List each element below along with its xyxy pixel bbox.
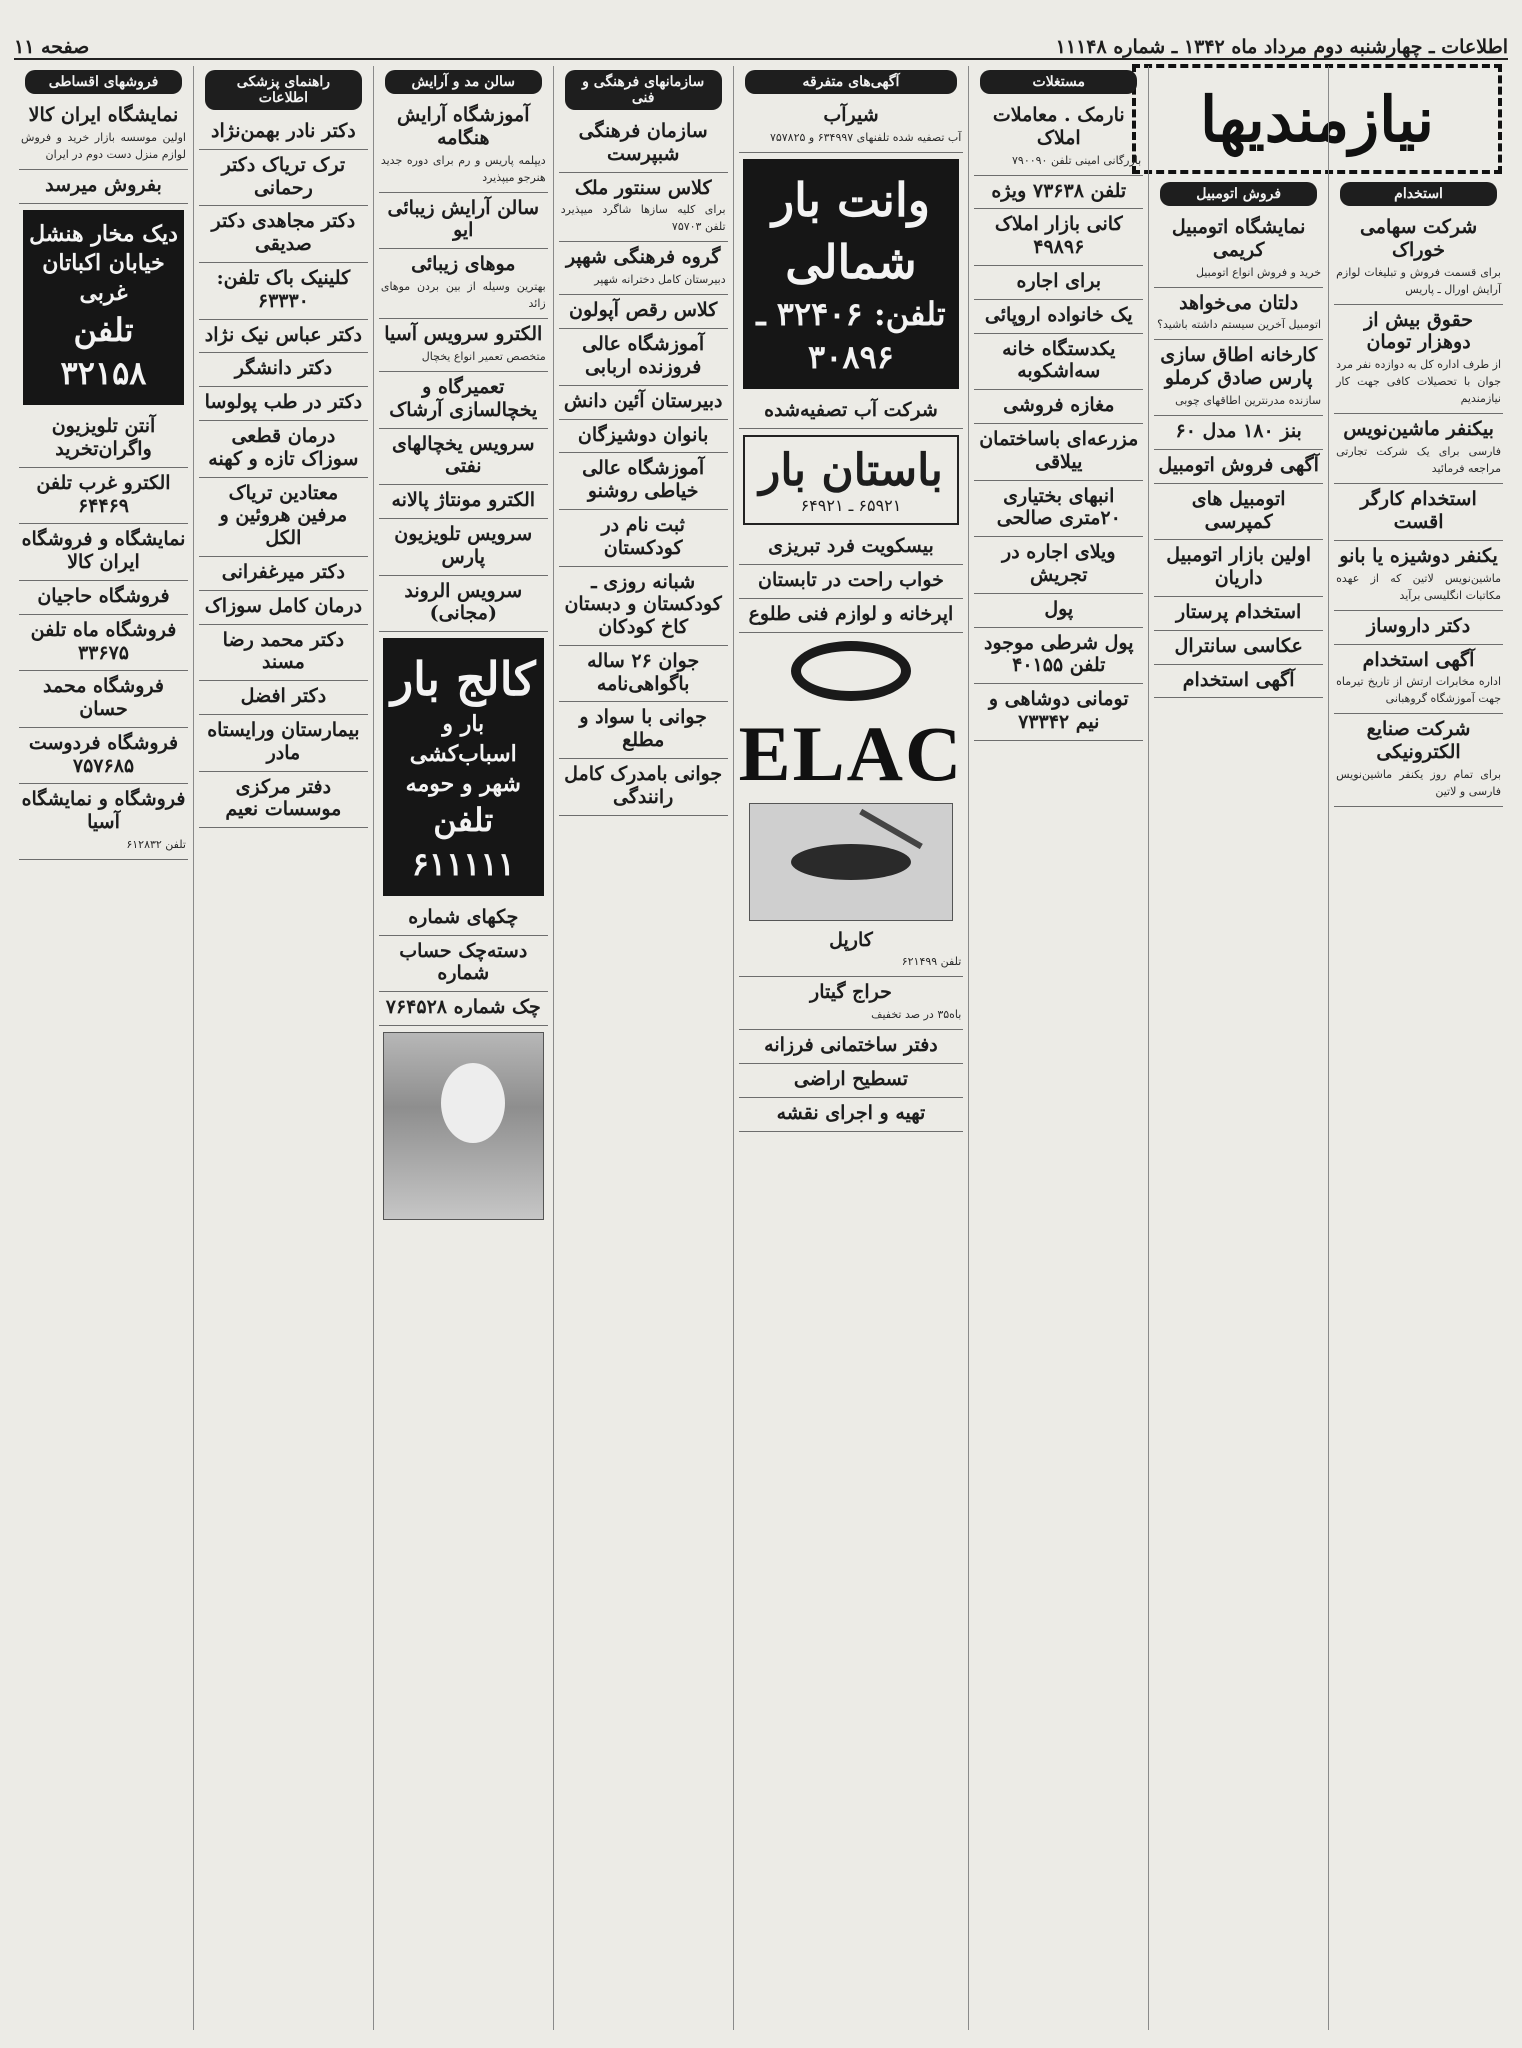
column-header: راهنمای پزشکی اطلاعات bbox=[205, 70, 362, 110]
ad-title: معتادین تریاک مرفین هروئین و الکل bbox=[219, 481, 348, 550]
classified-ad bbox=[559, 386, 728, 420]
column-0 bbox=[1328, 66, 1508, 2030]
college-bar-title: کالج بار bbox=[390, 652, 536, 707]
ad-body: دبیرستان کامل دخترانه شهپر bbox=[594, 273, 726, 287]
classified-ad bbox=[974, 684, 1143, 741]
classified-ad bbox=[739, 1098, 964, 1132]
column-7 bbox=[14, 66, 193, 2030]
column-header: فروش اتومبیل bbox=[1160, 182, 1317, 206]
column-3 bbox=[733, 66, 969, 2030]
ad-title: تسطیح اراضی bbox=[793, 1068, 909, 1091]
ad-body: دیپلمه پاریس و رم برای دوره جدید هنرجو میپذیرد bbox=[380, 153, 546, 184]
classified-ad bbox=[1334, 541, 1503, 611]
classified-ad bbox=[1334, 212, 1503, 305]
ad-title: شرکت آب تصفیه‌شده bbox=[764, 399, 938, 422]
bastan-ad-frame bbox=[743, 435, 960, 525]
classified-ad bbox=[199, 715, 368, 772]
classified-ad bbox=[19, 671, 188, 728]
ad-title: تلفن ۷۳۶۳۸ ویژه bbox=[991, 179, 1127, 202]
ad-title: فروشگاه حاجیان bbox=[37, 584, 170, 607]
ad-title: شیرآب bbox=[823, 104, 879, 126]
classified-ad bbox=[379, 902, 548, 936]
ad-title: ترک تریاک دکتر رحمانی bbox=[221, 153, 346, 199]
ad-title: تهیه و اجرای نقشه bbox=[776, 1101, 926, 1124]
classified-ad bbox=[199, 625, 368, 682]
ad-title: دکتر عباس نیک نژاد bbox=[204, 323, 362, 346]
classified-ad bbox=[559, 420, 728, 454]
classified-ad bbox=[1334, 414, 1503, 484]
ad-title: استخدام کارگر اقست bbox=[1360, 488, 1477, 534]
classified-ad bbox=[559, 329, 728, 386]
ad-body: خرید و فروش انواع اتومبیل bbox=[1195, 265, 1322, 279]
classified-ad bbox=[559, 646, 728, 703]
classified-ad bbox=[1154, 340, 1323, 416]
college-bar-phone: تلفن ۶۱۱۱۱۱ bbox=[411, 801, 515, 883]
ad-title: فروشگاه محمد حسان bbox=[43, 675, 164, 721]
ad-body: باه۳۵ در صد تخفیف bbox=[871, 1008, 962, 1022]
ad-title: چکهای شماره bbox=[408, 905, 519, 928]
ad-title: نمایشگاه اتومبیل کریمی bbox=[1171, 216, 1306, 261]
classified-ad bbox=[1334, 714, 1503, 807]
column-4 bbox=[553, 66, 733, 2030]
classified-ad bbox=[379, 936, 548, 993]
ad-title: بفروش میرسد bbox=[45, 173, 162, 196]
classified-ad bbox=[379, 372, 548, 429]
dik-ad-box bbox=[23, 210, 184, 405]
ad-title: ویلای اجاره در تجریش bbox=[1002, 541, 1116, 586]
dik-address: خیابان اکباتان غربی bbox=[42, 250, 165, 307]
ad-title: موهای زیبائی bbox=[411, 253, 516, 276]
ad-body: متخصص تعمیر انواع یخچال bbox=[421, 349, 546, 363]
classified-ad bbox=[199, 263, 368, 320]
ad-body: از طرف اداره کل به دوازده نفر مرد جوان با تحصیلات کافی جهت کار نیازمندیم bbox=[1336, 358, 1501, 406]
classified-ad bbox=[19, 468, 188, 525]
ad-title: سرویس یخچالهای نفتی bbox=[392, 432, 535, 478]
ad-title: کانی بازار املاک ۴۹۸۹۶ bbox=[994, 213, 1123, 259]
ad-body: برای قسمت فروش و تبلیغات لوازم آرایش اورال ـ پاریس bbox=[1336, 265, 1501, 296]
column-5 bbox=[373, 66, 553, 2030]
ad-title: شبانه روزی ـ کودکستان و دبستان کاخ کودکان bbox=[564, 570, 722, 639]
ad-body: اولین موسسه بازار خرید و فروش لوازم منزل دست دوم در ایران bbox=[21, 130, 186, 161]
ad-title: دکتر نادر بهمن‌نژاد bbox=[211, 120, 356, 142]
ad-title: تومانی دوشاهی و نیم ۷۳۳۴۲ bbox=[988, 688, 1129, 733]
ad-title: دلتان می‌خواهد bbox=[1179, 291, 1299, 314]
classified-ad bbox=[974, 481, 1143, 538]
column-header: سازمانهای فرهنگی و فنی bbox=[565, 70, 722, 110]
classified-ad bbox=[559, 567, 728, 646]
classified-ad bbox=[974, 628, 1143, 685]
ad-body: اتومبیل آخرین سیستم داشته باشید؟ bbox=[1157, 318, 1322, 332]
ad-title: حقوق بیش از دوهزار تومان bbox=[1364, 308, 1473, 354]
classified-ad bbox=[379, 992, 548, 1026]
classified-ad bbox=[19, 728, 188, 785]
classified-ad bbox=[974, 176, 1143, 210]
ad-body: تلفن ۶۲۱۴۹۹ bbox=[901, 955, 962, 969]
ad-title: بیسکویت فرد تبریزی bbox=[768, 535, 934, 558]
column-1 bbox=[1148, 66, 1328, 2030]
ad-title: آموزشگاه عالی خیاطی روشنو bbox=[582, 457, 705, 503]
classified-ad bbox=[559, 173, 728, 243]
classified-ad bbox=[19, 170, 188, 204]
bastan-title: باستان بار bbox=[759, 445, 943, 497]
dik-title: دیک مخار هنشل bbox=[29, 220, 178, 247]
ad-body: فارسی برای یک شرکت تجارتی مراجعه فرمائید bbox=[1336, 445, 1501, 476]
columns bbox=[14, 66, 1508, 2030]
classified-ad bbox=[974, 594, 1143, 628]
ad-title: دبیرستان آئین دانش bbox=[563, 389, 723, 412]
ad-title: آموزشگاه عالی فروزنده اربابی bbox=[582, 333, 705, 378]
college-bar-subtitle: بار و اسباب‌کشی شهر و حومه bbox=[405, 711, 521, 797]
ad-title: سرویس الروند (مجانی) bbox=[404, 579, 523, 625]
classified-ad bbox=[974, 424, 1143, 481]
classified-ad bbox=[379, 485, 548, 519]
ad-title: اولین بازار اتومبیل داریان bbox=[1166, 544, 1312, 590]
ad-title: سرویس تلویزیون پارس bbox=[394, 523, 533, 568]
ad-title: درمان کامل سوزاک bbox=[204, 594, 363, 617]
ad-title: مغازه فروشی bbox=[1003, 394, 1115, 417]
ad-title: کلاس رقص آپولون bbox=[569, 299, 718, 322]
ad-title: اتومبیل های کمپرسی bbox=[1191, 487, 1286, 533]
ad-title: انبهای بختیاری ۲۰متری صالحی bbox=[996, 484, 1121, 530]
ad-title: حراج گیتار bbox=[810, 981, 892, 1004]
classified-ad bbox=[1154, 212, 1323, 288]
classified-ad bbox=[199, 478, 368, 557]
classified-ad bbox=[379, 249, 548, 319]
ad-title: گروه فرهنگی شهپر bbox=[565, 246, 721, 269]
ad-title: ثبت نام در کودکستان bbox=[601, 513, 685, 559]
issue-line: اطلاعات ـ چهارشنبه دوم مرداد ماه ۱۳۴۲ ـ شماره ۱۱۱۴۸ bbox=[1055, 36, 1508, 58]
ad-body: ماشین‌نویس لاتین که از عهده مکاتبات انگلیسی برآید bbox=[1336, 571, 1501, 602]
bastan-phone: ۶۵۹۲۱ ـ ۶۴۹۲۱ bbox=[800, 496, 902, 516]
classified-ad bbox=[1154, 484, 1323, 541]
ad-title: بیمارستان ورایستاه مادر bbox=[207, 718, 360, 764]
classified-ad bbox=[199, 150, 368, 207]
ad-body: آب تصفیه شده تلفنهای ۶۳۴۹۹۷ و ۷۵۷۸۲۵ bbox=[769, 130, 962, 144]
classified-ad bbox=[974, 100, 1143, 176]
classified-ad bbox=[559, 453, 728, 510]
classified-ad bbox=[19, 411, 188, 468]
ad-title: دکتر افضل bbox=[240, 685, 327, 708]
ad-title: شرکت صنایع الکترونیکی bbox=[1366, 718, 1471, 764]
classified-ad bbox=[19, 615, 188, 672]
dik-phone: تلفن ۳۲۱۵۸ bbox=[60, 310, 147, 392]
ad-title: درمان قطعی سوزاک تازه و کهنه bbox=[208, 424, 359, 470]
ad-title: تعمیرگاه و یخچالسازی آرشاک bbox=[389, 376, 538, 421]
ad-title: مزرعه‌ای باساختمان ییلاقی bbox=[979, 428, 1139, 473]
classified-ad bbox=[1334, 305, 1503, 415]
column-header: آگهی‌های متفرقه bbox=[745, 70, 958, 94]
ad-title: دکتر میرغفرانی bbox=[221, 560, 345, 583]
face-shape bbox=[441, 1063, 505, 1143]
classified-ad bbox=[974, 390, 1143, 424]
college-bar-ad-box bbox=[383, 638, 544, 896]
ad-title: شرکت سهامی خوراک bbox=[1359, 216, 1478, 261]
classified-ad bbox=[199, 387, 368, 421]
ad-title: الکترو مونتاژ پالانه bbox=[391, 489, 536, 512]
ad-title: دکتر محمد رضا مسند bbox=[222, 628, 345, 674]
ad-title: دفتر ساختمانی فرزانه bbox=[764, 1034, 938, 1057]
classified-ad bbox=[19, 524, 188, 581]
classified-ad bbox=[199, 353, 368, 387]
elac-logo: ELAC bbox=[738, 709, 964, 797]
ad-title: آموزشگاه آرایش هنگامه bbox=[397, 104, 530, 149]
classified-ad bbox=[199, 116, 368, 150]
ad-title: سازمان فرهنگی شبپرست bbox=[578, 120, 708, 165]
column-header: استخدام bbox=[1340, 182, 1497, 206]
classified-ad bbox=[739, 531, 964, 565]
ad-body: سازنده مدرنترین اطاقهای چوبی bbox=[1175, 394, 1322, 408]
ad-title: آنتن تلویزیون واگران‌تخرید bbox=[51, 415, 156, 460]
ad-title: الکترو سرویس آسیا bbox=[384, 323, 543, 346]
ad-body: بازرگانی امینی تلفن ۷۹۰۰۹۰ bbox=[1012, 153, 1142, 167]
ad-title: بنز ۱۸۰ مدل ۶۰ bbox=[1175, 420, 1302, 443]
record-disc-icon bbox=[791, 844, 911, 880]
classified-ad bbox=[1154, 450, 1323, 484]
classified-ad bbox=[739, 100, 964, 153]
classified-ad bbox=[974, 209, 1143, 266]
ad-title: فروشگاه فردوست ۷۵۷۶۸۵ bbox=[28, 731, 179, 777]
ad-title: استخدام پرستار bbox=[1176, 600, 1302, 623]
ad-title: نمایشگاه و فروشگاه ایران کالا bbox=[21, 528, 186, 574]
classified-ad bbox=[739, 565, 964, 599]
ad-title: کارپل bbox=[829, 928, 873, 951]
ad-body: برای کلیه سازها شاگرد میپذیرد تلفن ۷۵۷۰۳ bbox=[560, 203, 726, 234]
classified-ad bbox=[379, 519, 548, 576]
portrait-photo bbox=[383, 1032, 544, 1220]
classified-ad bbox=[19, 784, 188, 860]
classified-ad bbox=[1154, 631, 1323, 665]
column-header: مستغلات bbox=[980, 70, 1137, 94]
classified-ad bbox=[1154, 597, 1323, 631]
classified-ad bbox=[1334, 484, 1503, 541]
classified-ad bbox=[379, 319, 548, 372]
classified-ad bbox=[379, 193, 548, 250]
ad-title: یک خانواده اروپائی bbox=[984, 303, 1133, 326]
ad-body: برای تمام روز یکنفر ماشین‌نویس فارسی و لاتین bbox=[1336, 768, 1501, 799]
ad-title: کلاس سنتور ملک bbox=[574, 176, 712, 199]
classified-ad bbox=[559, 702, 728, 759]
classified-ad bbox=[199, 681, 368, 715]
classified-ad bbox=[559, 759, 728, 816]
ad-title: بیکنفر ماشین‌نویس bbox=[1343, 418, 1494, 441]
classified-ad bbox=[199, 772, 368, 829]
column-6 bbox=[193, 66, 373, 2030]
ad-title: چک شماره ۷۶۴۵۲۸ bbox=[385, 996, 541, 1019]
classified-ad bbox=[199, 591, 368, 625]
ad-title: آگهی استخدام bbox=[1362, 648, 1475, 671]
ad-title: فروشگاه و نمایشگاه آسیا bbox=[21, 788, 186, 834]
ad-body: اداره مخابرات ارتش از تاریخ تیرماه جهت آموزشگاه گروهبانی bbox=[1336, 675, 1501, 706]
ad-body: تلفن ۶۱۲۸۳۲ bbox=[126, 838, 186, 852]
ad-body: بهترین وسیله از بین بردن موهای زائد bbox=[380, 280, 546, 311]
ad-title: پول شرطی موجود تلفن ۴۰۱۵۵ bbox=[984, 631, 1134, 677]
classified-ad bbox=[1154, 540, 1323, 597]
classified-ad bbox=[739, 977, 964, 1030]
ad-title: دسته‌چک حساب شماره bbox=[399, 939, 528, 985]
ad-title: دفتر مرکزی موسسات نعیم bbox=[225, 775, 342, 821]
classified-ad bbox=[199, 320, 368, 354]
classified-ad bbox=[974, 266, 1143, 300]
wantet-phone: تلفن: ۳۲۴۰۶ ـ ۳۰۸۹۶ bbox=[756, 295, 946, 377]
ad-title: کارخانه اطاق سازی پارس صادق کرملو bbox=[1160, 344, 1318, 390]
column-header: فروشهای اقساطی bbox=[25, 70, 182, 94]
ad-title: جوانی بامدرک کامل رانندگی bbox=[564, 763, 723, 808]
wantet-ad-box bbox=[743, 159, 960, 390]
ad-title: عکاسی سانترال bbox=[1174, 634, 1303, 657]
ad-title: دکتر در طب پولوسا bbox=[204, 391, 363, 414]
gear-logo-icon bbox=[791, 641, 911, 701]
ad-title: آگهی فروش اتومبیل bbox=[1158, 453, 1319, 476]
issue-header bbox=[14, 36, 1508, 60]
classified-ad bbox=[974, 537, 1143, 594]
classified-ad bbox=[739, 395, 964, 429]
ad-title: جوان ۲۶ ساله باگواهی‌نامه bbox=[587, 649, 700, 695]
column-header: سالن مد و آرایش bbox=[385, 70, 542, 94]
classified-ad bbox=[739, 599, 964, 633]
ad-title: پول bbox=[1044, 597, 1074, 620]
classified-ad bbox=[739, 1030, 964, 1064]
classified-ad bbox=[1154, 665, 1323, 699]
classified-ad bbox=[1334, 645, 1503, 715]
ad-title: سالن آرایش زیبائی ایو bbox=[387, 196, 540, 242]
classified-ad bbox=[379, 100, 548, 193]
tonearm-icon bbox=[860, 808, 924, 848]
ad-title: دکتر داروساز bbox=[1366, 614, 1471, 637]
ad-title: یکدستگاه خانه سه‌اشکوبه bbox=[1002, 337, 1116, 383]
ad-title: نارمک . معاملات املاک bbox=[992, 104, 1125, 149]
ad-title: اپرخانه و لوازم فنی طلوع bbox=[748, 602, 954, 625]
ad-title: آگهی استخدام bbox=[1182, 668, 1295, 691]
page-label: صفحه ۱۱ bbox=[14, 36, 90, 58]
classified-ad bbox=[739, 925, 964, 978]
classified-ad bbox=[559, 510, 728, 567]
ad-title: دکتر مجاهدی دکتر صدیقی bbox=[211, 210, 356, 256]
turntable-image bbox=[749, 803, 954, 921]
classified-ad bbox=[1154, 416, 1323, 450]
classified-ad bbox=[1334, 611, 1503, 645]
classified-ad bbox=[199, 206, 368, 263]
column-2 bbox=[968, 66, 1148, 2030]
ad-title: جوانی با سواد و مطلع bbox=[579, 706, 707, 752]
classified-ad bbox=[974, 300, 1143, 334]
classified-ad bbox=[974, 334, 1143, 391]
classified-ad bbox=[199, 421, 368, 478]
ad-title: دکتر دانشگر bbox=[234, 357, 333, 380]
classified-ad bbox=[19, 581, 188, 615]
ad-title: فروشگاه ماه تلفن ۳۳۶۷۵ bbox=[30, 618, 177, 664]
ad-title: خواب راحت در تابستان bbox=[758, 569, 944, 591]
ad-title: الکترو غرب تلفن ۶۴۴۶۹ bbox=[36, 471, 171, 517]
ad-title: یکنفر دوشیزه یا بانو bbox=[1339, 544, 1498, 567]
classified-ad bbox=[739, 1064, 964, 1098]
classified-ad bbox=[1154, 288, 1323, 341]
ad-title: نمایشگاه ایران کالا bbox=[28, 104, 179, 126]
masthead-title: نیازمندیها bbox=[1200, 82, 1434, 156]
ad-title: بانوان دوشیزگان bbox=[577, 423, 709, 446]
ad-title: برای اجاره bbox=[1016, 270, 1102, 293]
classified-ad bbox=[559, 295, 728, 329]
ad-title: کلینیک باک تلفن: ۶۳۳۳۰ bbox=[216, 266, 351, 312]
classified-ad bbox=[379, 429, 548, 486]
classified-ad bbox=[559, 242, 728, 295]
classified-ad bbox=[19, 100, 188, 170]
classified-ad bbox=[379, 576, 548, 633]
classified-ad bbox=[559, 116, 728, 173]
classified-ad bbox=[199, 557, 368, 591]
wantet-title: وانت بار شمالی bbox=[771, 172, 930, 289]
